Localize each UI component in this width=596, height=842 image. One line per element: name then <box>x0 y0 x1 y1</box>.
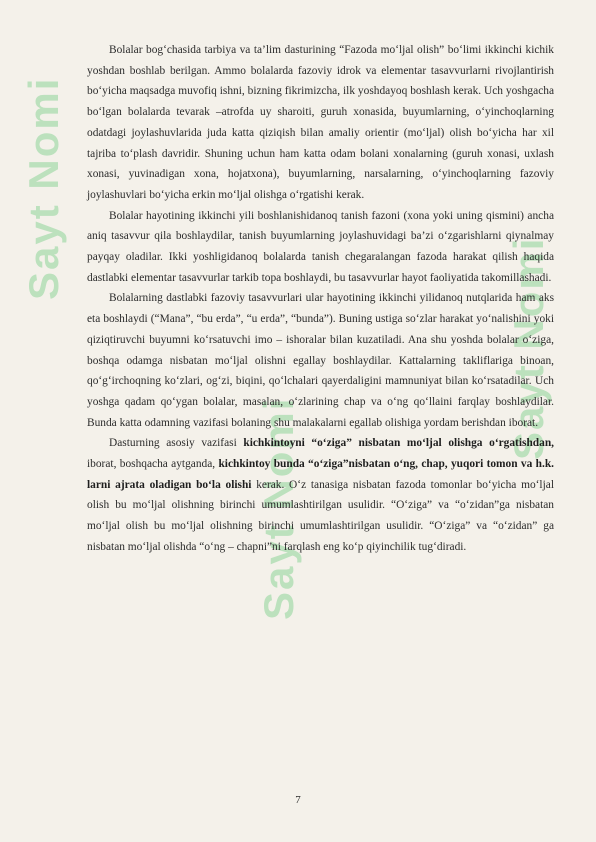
watermark-text-left: Sayt Nomi <box>20 76 67 300</box>
body-text <box>87 40 554 558</box>
paragraph <box>87 288 554 433</box>
paragraph <box>87 40 554 206</box>
text-run: Bolalar hayotining ikkinchi yili boshlanishidanoq tanish fazoni (xona yoki uning qismini) ancha aniq tasavvur qila boshlaydilar, tanish buyumlarning joylashuvidagi ba’zi o‘zgarishlarni qiynalmay payqay oladilar. Ikki yoshligidanoq bolalarda tanish chegaralangan fazoda harakat qilish haqida dastlabki elementar tasavvurlar tarkib topa boshlaydi, bu tasavvurlar hayot faoliyatida takomillashadi. <box>87 209 554 284</box>
paragraph <box>87 433 554 557</box>
bold-text: kichkintoy bunda “o‘ziga”nisbatan o‘ng, chap, yuqori tomon va h.k. larni ajrata oladigan bo‘la olishi <box>87 458 554 491</box>
page-number: 7 <box>295 794 301 806</box>
text-run: Dasturning asosiy vazifasi <box>109 437 244 450</box>
watermark-text-right: Sayt Nomi <box>505 236 552 460</box>
watermark-text-center: Sayt Nomi <box>255 396 302 620</box>
text-run: Bolalarning dastlabki fazoviy tasavvurlari ular hayotining ikkinchi yilidanoq nutqlarida ham aks eta boshlaydi (“Mana”, “bu erda”, “u erda”, “bunda”). Buning ustiga so‘zlar harakat yo‘nalishini yoki qiziqtiruvchi buyumni ko‘rsatuvchi imo – ishoralar bilan kuzatiladi. Ana shu yoshda bolalar o‘ziga, boshqa odamga nisbatan mo‘ljal olishni egallay boshlaydilar. Kattalarning takliflariga binoan, qo‘g‘irchoqning ko‘zlari, og‘zi, biqini, qo‘lchalari qayerdaligini mamnuniyat bilan ko‘rsatadilar. Uch yoshga qadam qo‘ygan bolalar, masalan, o‘zlarining chap va o‘ng qo‘llaini farqlay boshlaydilar. Bunda katta odamning vazifasi bolaning shu malakalarni egallab olishiga yordam berishdan iborat. <box>87 292 554 429</box>
text-run: Bolalar bog‘chasida tarbiya va ta’lim dasturining “Fazoda mo‘ljal olish” bo‘limi ikkinchi kichik yoshdan boshlab berilgan. Ammo bolalarda fazoviy idrok va elementar tasavvurlarni rivojlantirish bo‘yicha maqsadga muvofiq ishni, bizning fikrimizcha, ilk yoshdayoq boshlash kerak. Uch yoshgacha bo‘lgan bolalarda tevarak –atrofda uy sharoiti, guruh xonasida, buyumlarning, o‘yinchoqlarning odatdagi joylashuvlarida juda katta qiziqish bilan amaliy orientir (mo‘ljal) olish bo‘yicha har xil tajriba to‘plash davridir. Shuning uchun ham katta odam bolani xonalarning (guruh xonasi, uxlash xonasi, yuvinadigan xona, hojatxona), buyumlarning, narsalarning, o‘yinchoqlarning fazoviy joylashuvlari bo‘yicha erkin mo‘ljal olishga o‘rgatishi kerak. <box>87 44 554 201</box>
bold-text: kichkintoyni “o‘ziga” nisbatan mo‘ljal olishga o‘rgatishdan, <box>243 437 554 450</box>
text-run: iborat, boshqacha aytganda, <box>87 458 219 471</box>
paragraph <box>87 206 554 289</box>
text-run: kerak. O‘z tanasiga nisbatan fazoda tomonlar bo‘yicha mo‘ljal olish bu mo‘ljal olishning birinchi umumlashtirilgan usulidir. “O‘ziga” va “o‘zidan”ga nisbatan mo‘ljal olish bu mo‘ljal olishning birinchi umumlashtirilgan usulidir. “O‘ziga” va “o‘zidan” ga nisbatan mo‘ljal olishda “o‘ng – chapni”ni farqlash eng ko‘p qiyinchilik tug‘diradi. <box>87 478 554 553</box>
